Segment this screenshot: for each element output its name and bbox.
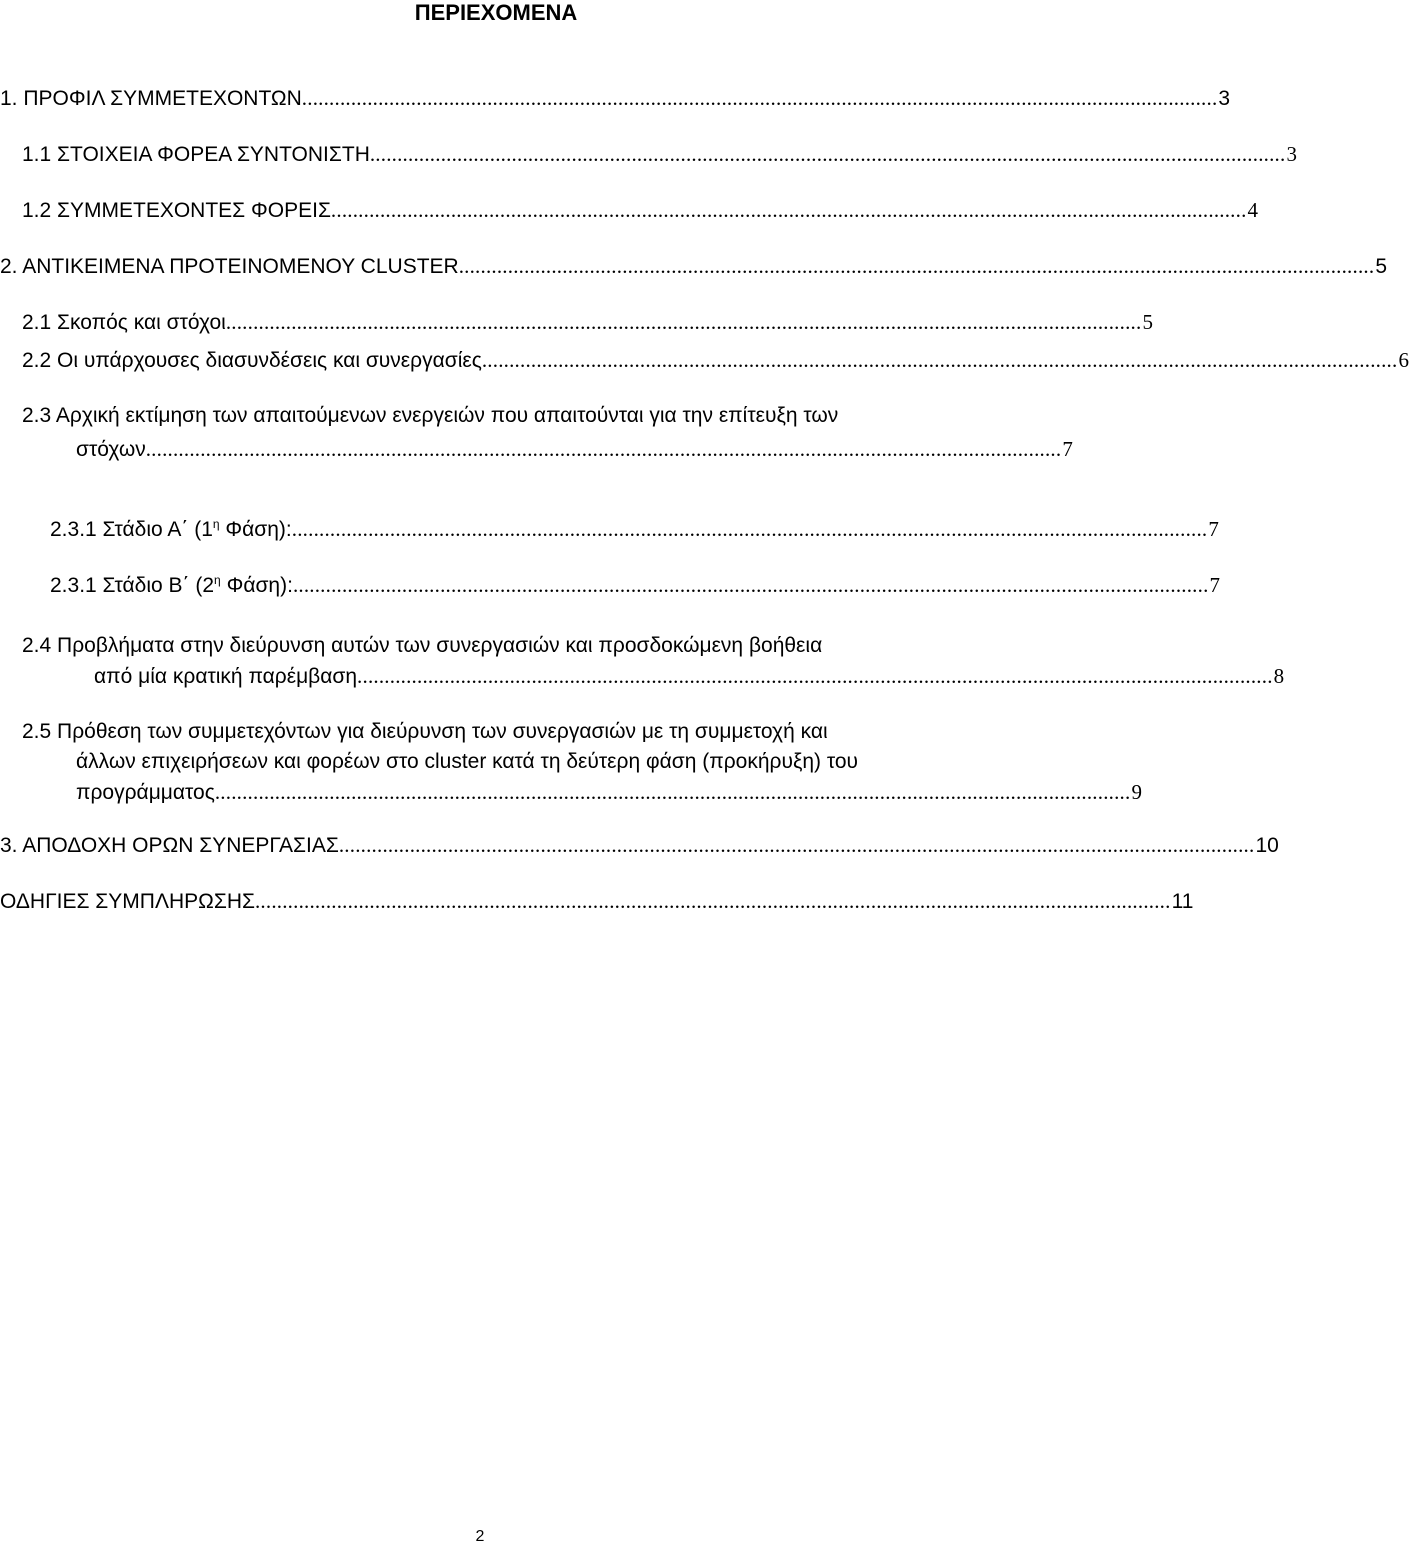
toc-entry-page: 7 [1062,437,1073,461]
toc-entry-page: 5 [1375,255,1387,278]
toc-entry[interactable] [22,196,1259,225]
toc-entry-text: 2.1 Σκοπός και στόχοι [22,311,226,334]
toc-entry-text-a: 2.3.1 Στάδιο Β΄ (2 [50,574,215,597]
toc-title: ΠΕΡΙΕΧΟΜΕΝΑ [414,0,578,25]
toc-entry-superscript: η [212,517,220,531]
toc-entry[interactable] [0,252,1387,281]
toc-entry-text: 1.2 ΣΥΜΜΕΤΕΧΟΝΤΕΣ ΦΟΡΕΙΣ [22,199,331,222]
toc-entry[interactable] [22,346,1409,375]
toc-entry[interactable] [0,831,1279,860]
toc-entry-text-line1: 2.5 Πρόθεση των συμμετεχόντων για διεύρυνση των συνεργασιών με τη συμμετοχή και [22,720,828,743]
toc-entry-page: 4 [1247,198,1259,222]
toc-entry-text [50,516,292,544]
toc-entry-page: 3 [1218,87,1231,110]
toc-entry-page: 9 [1131,780,1142,804]
toc-leader-dots: ........................................................................................................................................................................ [225,310,1142,334]
toc-entry-text: 1.1 ΣΤΟΙΧΕΙΑ ΦΟΡΕΑ ΣΥΝΤΟΝΙΣΤΗ [22,143,370,166]
toc-entry-page: 7 [1209,573,1221,597]
toc-entry-page: 11 [1171,890,1194,913]
toc-leader-dots: ........................................................................................................................................................................ [301,86,1218,110]
toc-entry-text-b: Φάση): [219,518,292,541]
toc-entry-page: 3 [1286,142,1297,166]
toc-entry-text-line2: άλλων επιχειρήσεων και φορέων στο cluster κατά τη δεύτερη φάση (προκήρυξη) του [76,750,859,773]
toc-entry[interactable] [22,718,1142,807]
toc-leader-dots: ........................................................................................................................................................................ [458,254,1375,278]
toc-entry-text: 3. ΑΠΟΔΟΧΗ ΟΡΩΝ ΣΥΝΕΡΓΑΣΙΑΣ [0,834,339,857]
toc-entry-page: 5 [1142,310,1153,334]
toc-entry-text: 2.2 Οι υπάρχουσες διασυνδέσεις και συνεργασίες [22,349,482,372]
toc-leader-dots: ........................................................................................................................................................................ [292,573,1209,597]
toc-entry[interactable] [22,140,1297,169]
page-number: 2 [475,1528,485,1545]
toc-entry-page: 6 [1398,348,1409,372]
toc-leader-dots: ........................................................................................................................................................................ [254,889,1171,913]
toc-entry-text: από μία κρατική παρέμβαση [94,665,358,688]
toc-entry-text-line1: 2.3 Αρχική εκτίμηση των απαιτούμενων ενεργειών που απαιτούνται για την επίτευξη των [22,404,839,427]
toc-entry-text-a: 2.3.1 Στάδιο Α΄ (1 [50,518,213,541]
toc-leader-dots: ........................................................................................................................................................................ [330,198,1247,222]
toc-leader-dots: ........................................................................................................................................................................ [338,833,1255,857]
toc-entry[interactable] [22,402,1073,464]
toc-entry[interactable] [0,84,1231,113]
toc-entry-text: 1. ΠΡΟΦΙΛ ΣΥΜΜΕΤΕΧΟΝΤΩΝ [0,87,302,110]
toc-entry-text: ΟΔΗΓΙΕΣ ΣΥΜΠΛΗΡΩΣΗΣ [0,890,255,913]
toc-leader-dots: ........................................................................................................................................................................ [481,348,1398,372]
toc-leader-dots: ........................................................................................................................................................................ [291,517,1208,541]
toc-leader-dots: ........................................................................................................................................................................ [214,780,1131,804]
toc-leader-dots: ........................................................................................................................................................................ [357,664,1273,688]
toc-entry[interactable] [22,308,1153,337]
toc-entry-text: στόχων [76,438,146,461]
toc-entry-superscript: η [214,573,221,587]
toc-entry[interactable] [22,632,1285,691]
toc-entry-text: προγράμματος [76,781,215,804]
toc-entry[interactable] [50,515,1219,544]
toc-entry-text: 2. ΑΝΤΙΚΕΙΜΕΝΑ ΠΡΟΤΕΙΝΟΜΕΝΟΥ CLUSTER [0,255,459,278]
toc-entry-text-line1: 2.4 Προβλήματα στην διεύρυνση αυτών των συνεργασιών και προσδοκώμενη βοήθεια [22,634,823,657]
toc-entry-text-b: Φάση): [220,574,293,597]
toc-leader-dots: ........................................................................................................................................................................ [145,437,1062,461]
toc-entry-page: 8 [1273,664,1285,688]
toc-leader-dots: ........................................................................................................................................................................ [369,142,1286,166]
toc-entry[interactable] [0,887,1194,916]
toc-entry-text [50,572,293,600]
toc-entry[interactable] [50,571,1221,600]
toc-entry-page: 10 [1255,834,1279,857]
toc-entry-page: 7 [1208,517,1219,541]
